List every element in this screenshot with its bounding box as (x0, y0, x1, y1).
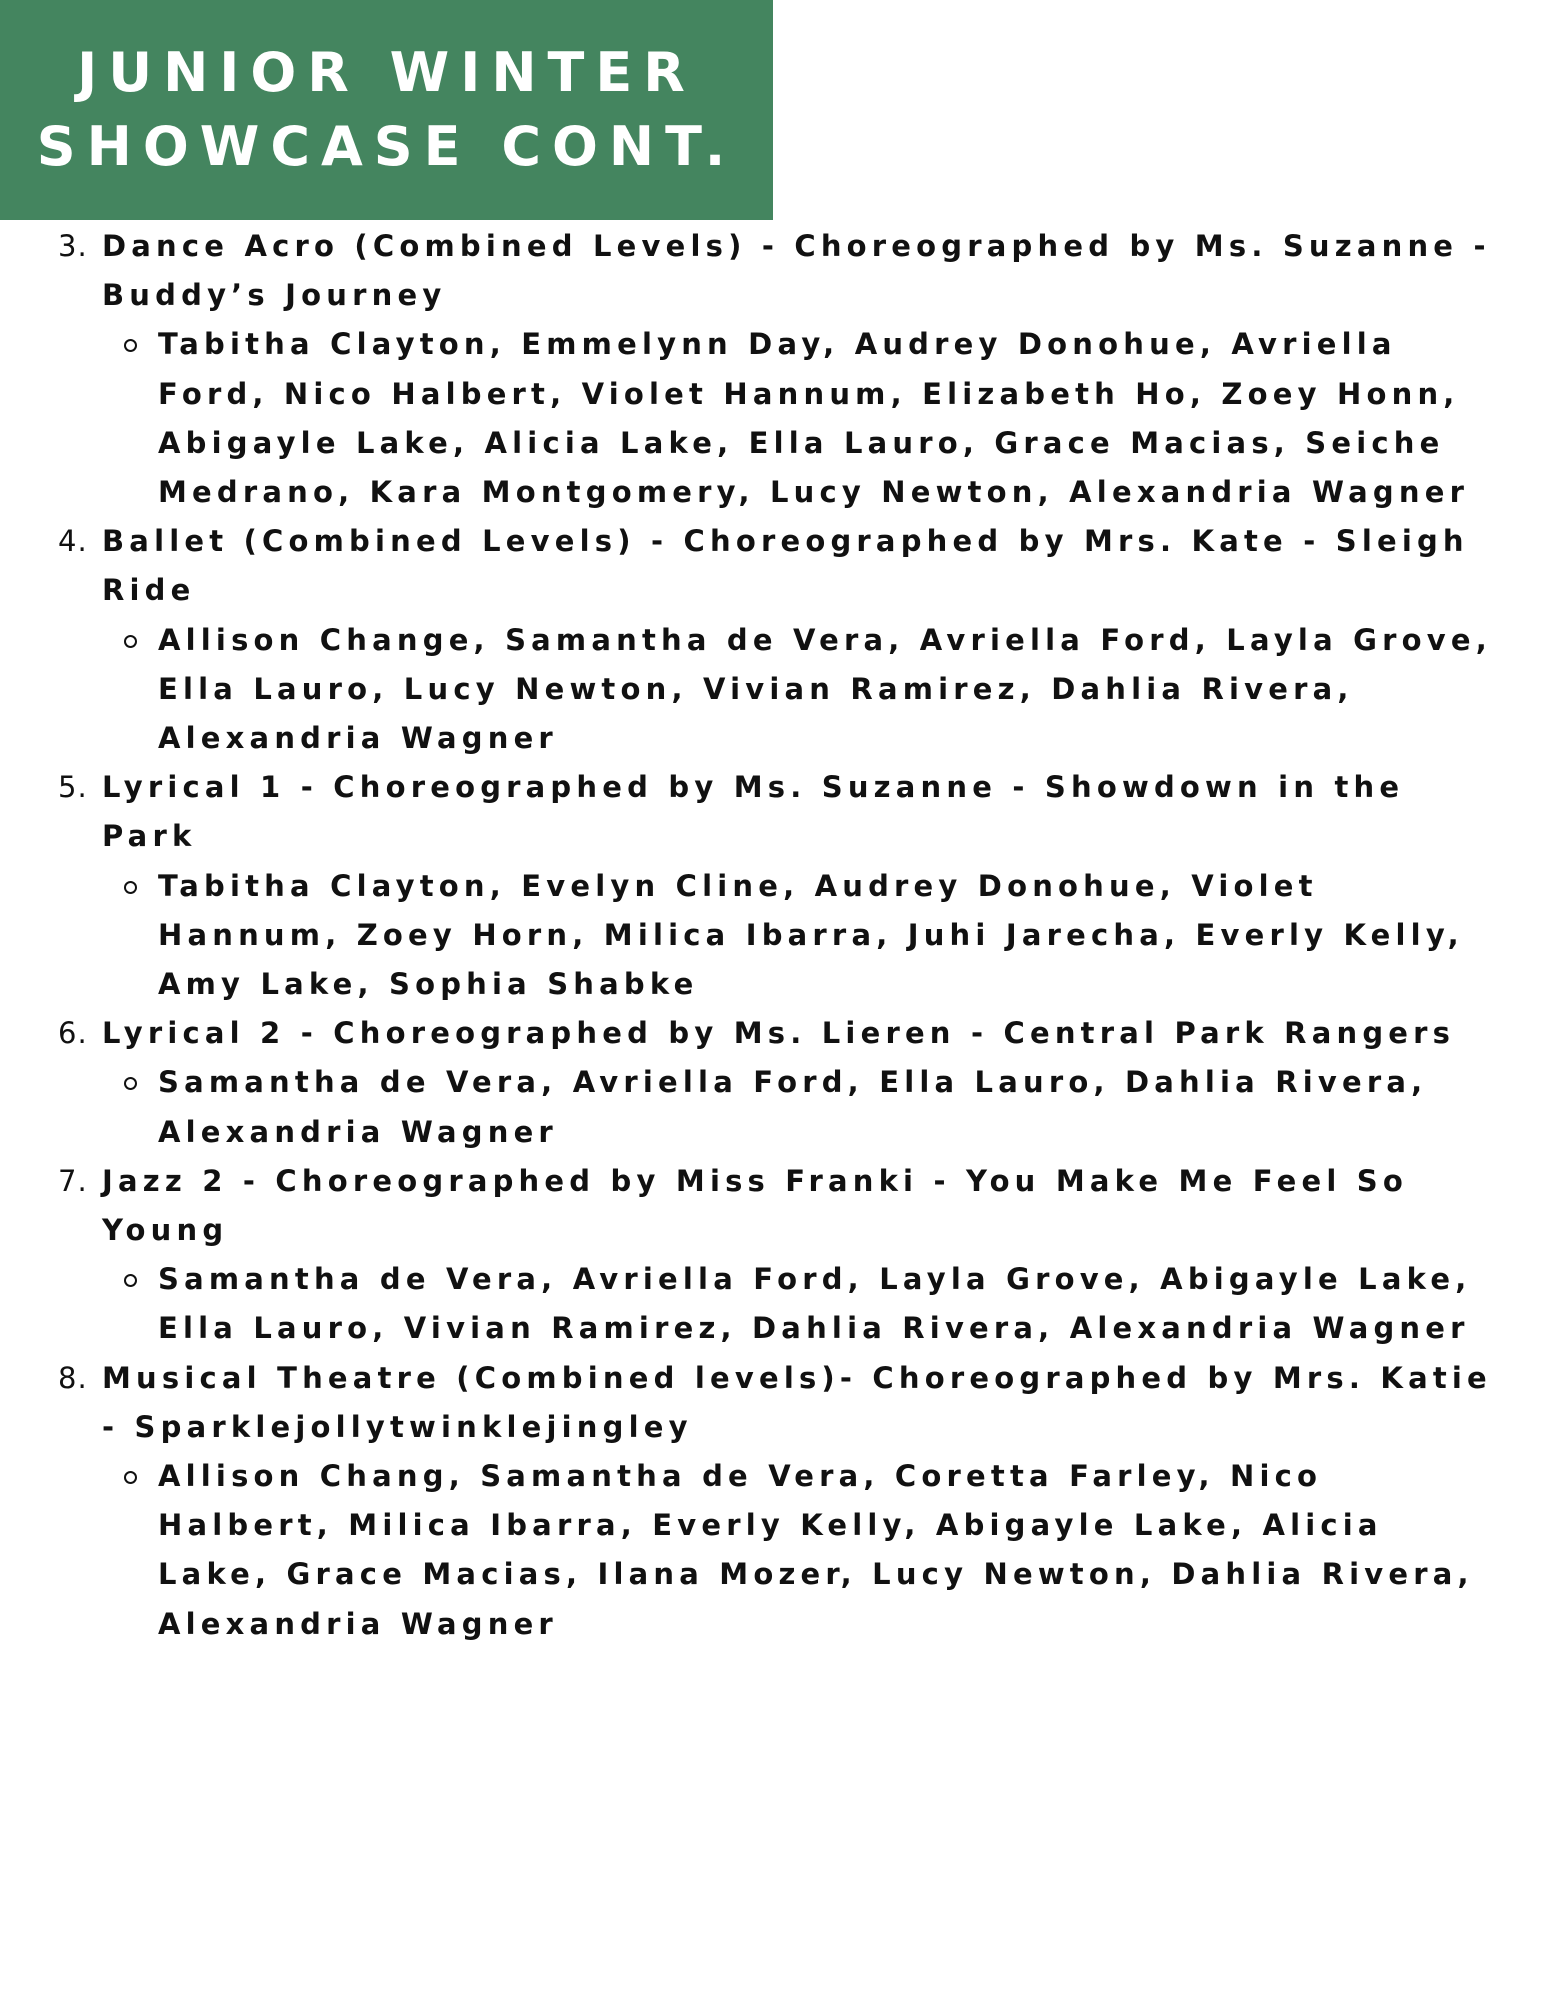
item-number: 4. (58, 524, 88, 559)
item-title: Lyrical 2 - Choreographed by Ms. Lieren - Central Park Rangers (102, 1016, 1456, 1051)
bullet-circle-icon (124, 635, 137, 648)
program-item-7 (58, 1157, 1498, 1354)
item-title: Musical Theatre (Combined levels)- Choreographed by Mrs. Katie - Sparklejollytwinklejingley (102, 1360, 1492, 1444)
item-title: Dance Acro (Combined Levels) - Choreographed by Ms. Suzanne - Buddy’s Journey (102, 229, 1491, 313)
bullet-circle-icon (124, 1077, 137, 1090)
item-title: Ballet (Combined Levels) - Choreographed by Mrs. Kate - Sleigh Ride (102, 524, 1469, 608)
dancer-names: Tabitha Clayton, Evelyn Cline, Audrey Donohue, Violet Hannum, Zoey Horn, Milica Ibarra, Juhi Jarecha, Everly Kelly, Amy Lake, Sophia Shabke (158, 868, 1464, 1002)
dancer-list (102, 1255, 1498, 1353)
dancer-list (102, 862, 1498, 1010)
dancer-names: Allison Change, Samantha de Vera, Avriella Ford, Layla Grove, Ella Lauro, Lucy Newton, Vivian Ramirez, Dahlia Rivera, Alexandria Wagner (158, 622, 1492, 756)
bullet-circle-icon (124, 1471, 137, 1484)
header-title-line-2: SHOWCASE CONT. (36, 115, 737, 178)
program-item-6 (58, 1009, 1498, 1157)
dancer-list (102, 1452, 1498, 1649)
dancer-names: Samantha de Vera, Avriella Ford, Ella Lauro, Dahlia Rivera, Alexandria Wagner (158, 1065, 1428, 1149)
header-title-line-1: JUNIOR WINTER (77, 41, 696, 104)
item-number: 3. (58, 229, 88, 263)
item-number: 7. (58, 1163, 88, 1198)
program-item-3 (58, 222, 1498, 517)
dancer-names: Tabitha Clayton, Emmelynn Day, Audrey Donohue, Avriella Ford, Nico Halbert, Violet Hannum, Elizabeth Ho, Zoey Honn, Abigayle Lake, Alicia Lake, Ella Lauro, Grace Macias, Seiche Medrano, Kara Montgomery, Lucy Newton, Alexandria Wagner (158, 327, 1470, 510)
program-item-8 (58, 1354, 1498, 1649)
item-number: 8. (58, 1360, 88, 1395)
program-item-4 (58, 517, 1498, 763)
dancer-list (102, 1058, 1498, 1156)
item-title: Lyrical 1 - Choreographed by Ms. Suzanne - Showdown in the Park (102, 770, 1405, 854)
item-number: 6. (58, 1016, 88, 1051)
dancer-names: Allison Chang, Samantha de Vera, Coretta Farley, Nico Halbert, Milica Ibarra, Everly Kelly, Abigayle Lake, Alicia Lake, Grace Macias, Ilana Mozer, Lucy Newton, Dahlia Rivera, Alexandria Wagner (158, 1459, 1474, 1641)
dancer-names: Samantha de Vera, Avriella Ford, Layla Grove, Abigayle Lake, Ella Lauro, Vivian Ramirez, Dahlia Rivera, Alexandria Wagner (158, 1262, 1472, 1346)
program-list (58, 222, 1498, 1649)
header-banner (0, 0, 773, 220)
program-item-5 (58, 763, 1498, 1009)
dancer-list (102, 320, 1498, 517)
item-number: 5. (58, 770, 88, 805)
dancer-list (102, 616, 1498, 764)
item-title: Jazz 2 - Choreographed by Miss Franki - You Make Me Feel So Young (102, 1163, 1408, 1248)
bullet-circle-icon (124, 1274, 137, 1287)
bullet-circle-icon (124, 881, 137, 894)
bullet-circle-icon (124, 339, 137, 352)
